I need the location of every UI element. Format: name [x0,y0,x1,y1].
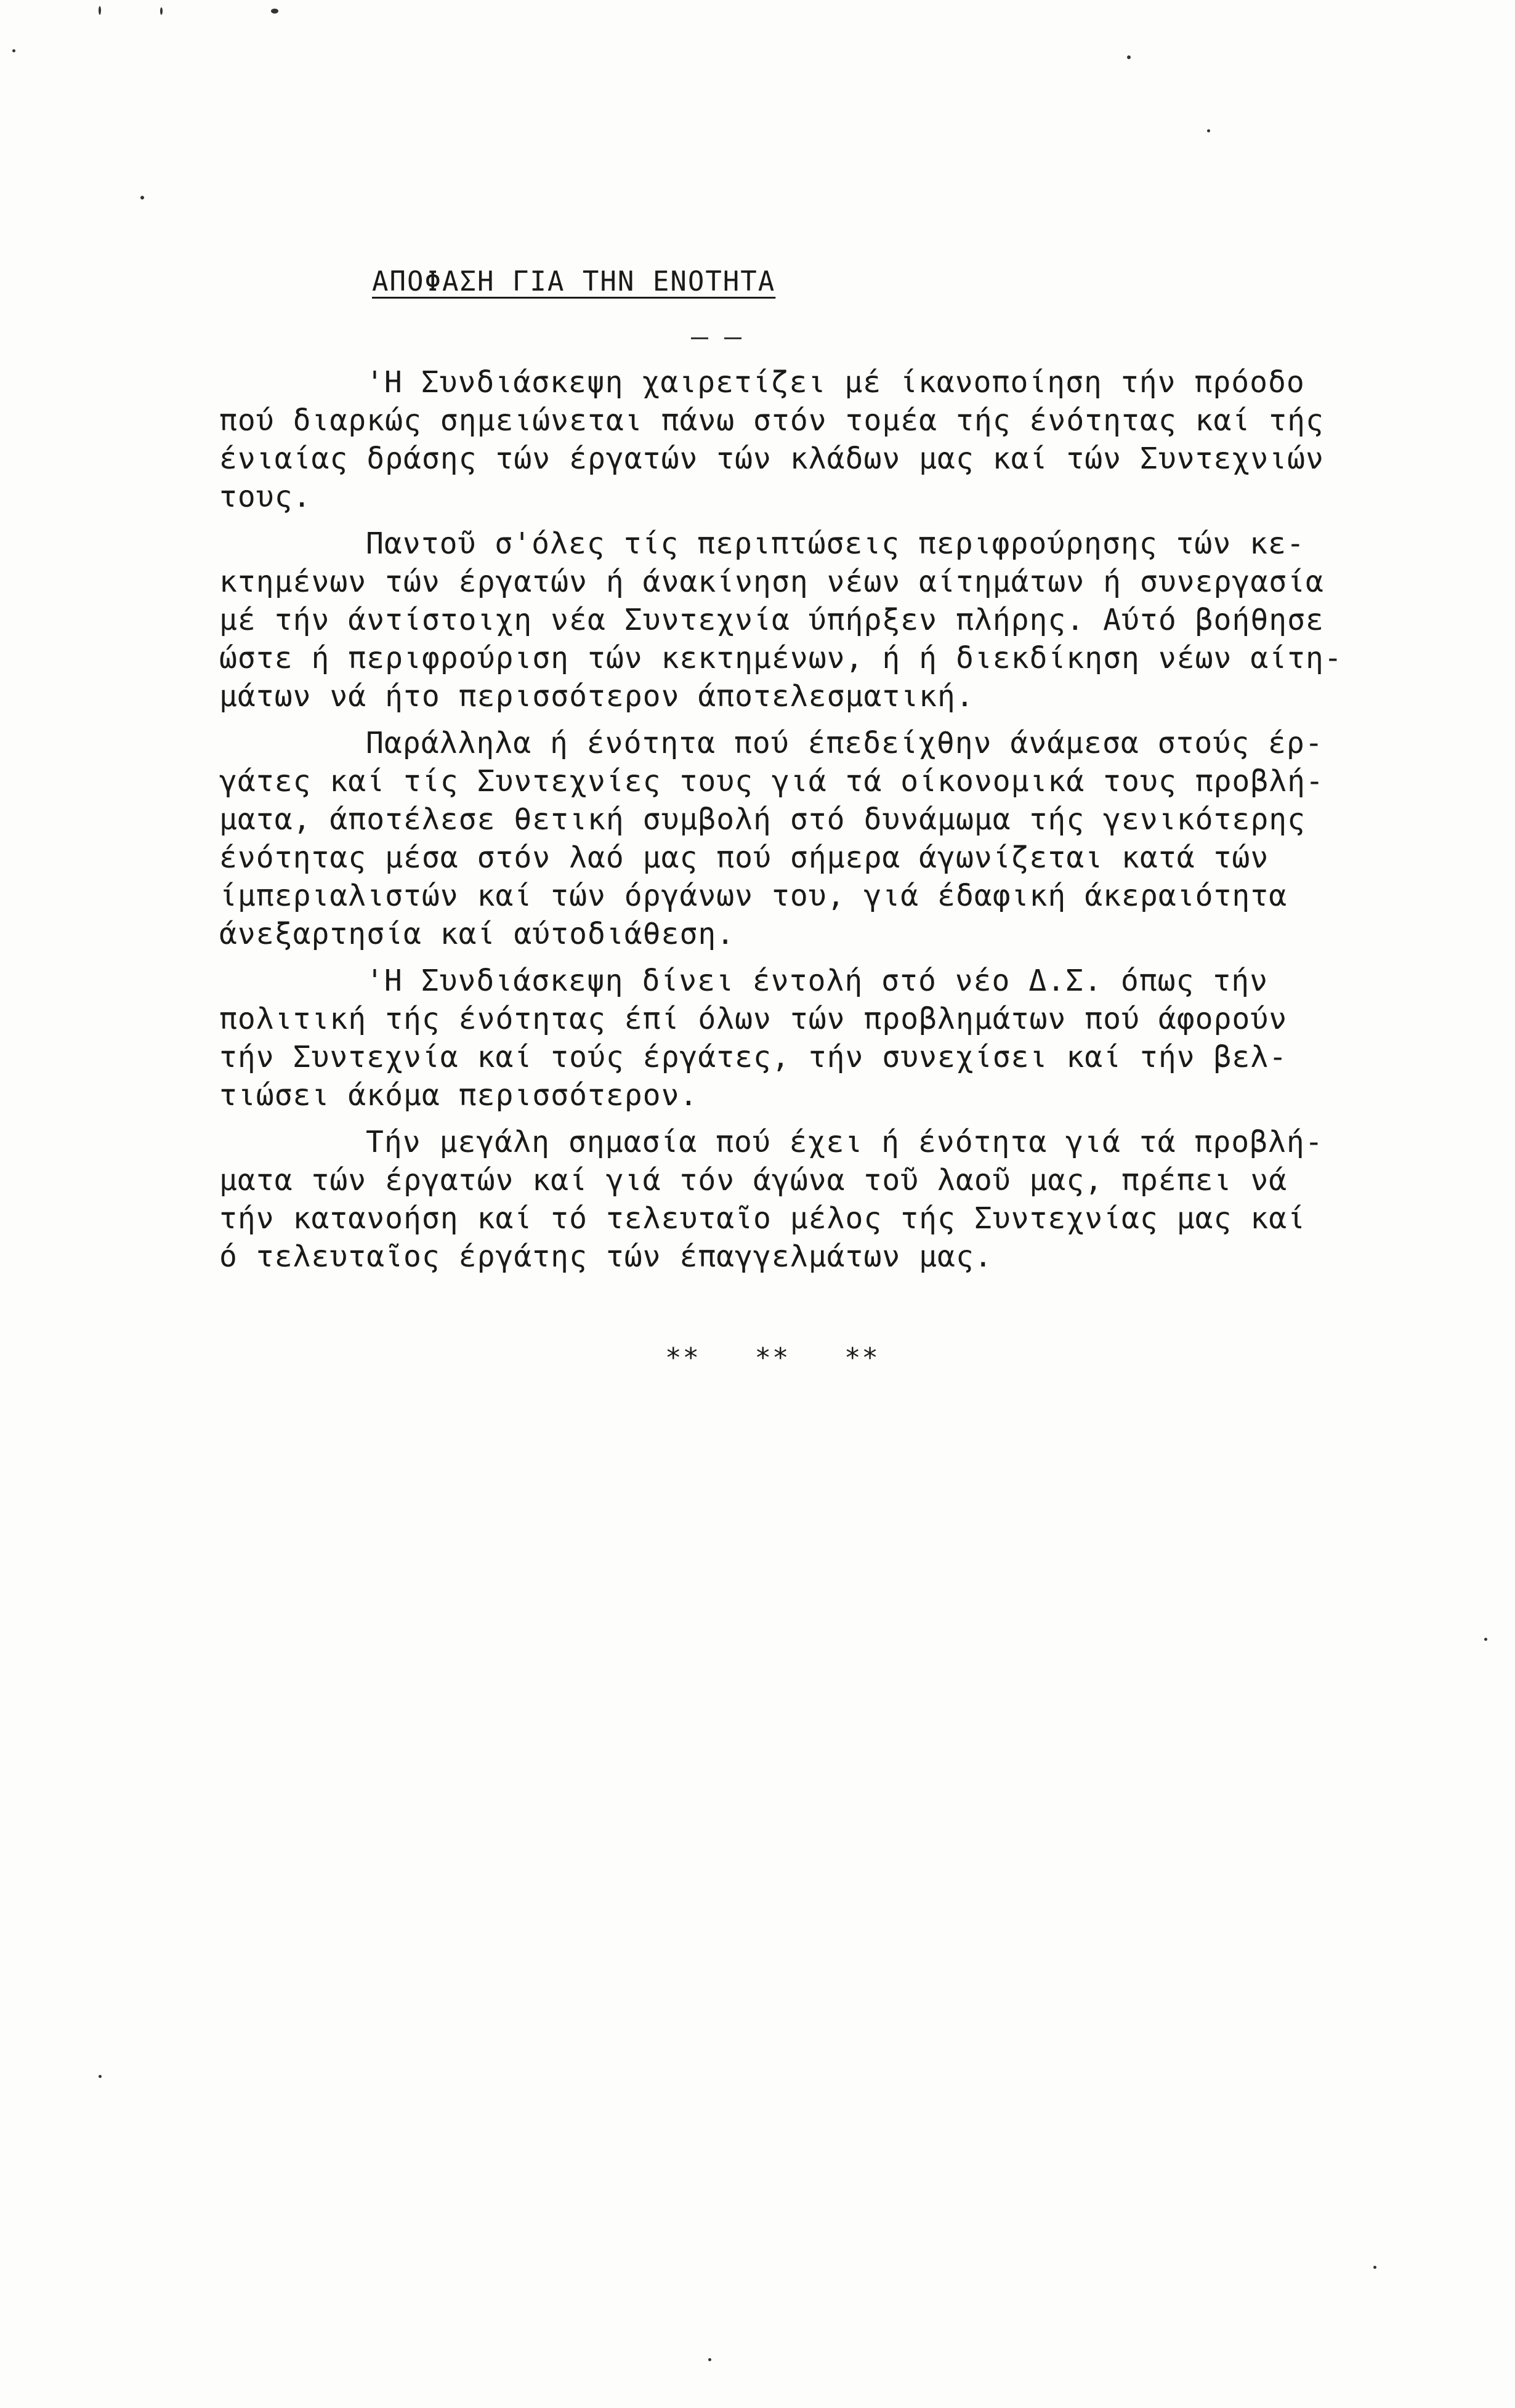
text-line: 'Η Συνδιάσκεψη χαιρετίζει μέ ίκανοποίηση τήν πρόοδο [366,365,1305,400]
title-dash-left [691,337,708,339]
text-line: μέ τήν άντίστοιχη νέα Συντεχνία ύπήρξεν πλήρης. Αύτό βοήθησε [219,603,1324,637]
text-line: 'Η Συνδιάσκεψη δίνει έντολή στό νέο Δ.Σ. όπως τήν [366,964,1269,998]
title-dash-right [724,337,741,339]
scan-speck [160,7,163,15]
scan-speck [1484,1638,1487,1641]
text-line: ένότητας μέσα στόν λαό μας πού σήμερα άγωνίζεται κατά τών [219,840,1269,875]
scan-speck [271,9,278,14]
scan-speck [708,2358,711,2361]
text-line: ίμπεριαλιστών καί τών όργάνων του, γιά έδαφική άκεραιότητα [219,879,1288,913]
paragraph-mandate [219,962,1334,1114]
text-line: ώστε ή περιφρούριση τών κεκτημένων, ή ή διεκδίκηση νέων αίτη- [219,641,1343,675]
text-line: Παράλληλα ή ένότητα πού έπεδείχθην άνάμεσα στούς έρ- [366,726,1323,760]
document-title: ΑΠΟΦΑΣΗ ΓΙΑ ΤΗΝ ΕΝΟΤΗΤΑ [372,266,776,297]
paragraph-greeting [219,363,1334,516]
text-line: τους. [219,480,312,514]
text-line: ματα, άποτέλεσε θετική συμβολή στό δυνάμωμα τής γενικότερης [219,802,1306,837]
text-line: τήν κατανοήση καί τό τελευταῖο μέλος τής Συντεχνίας μας καί [219,1201,1306,1236]
text-line: μάτων νά ήτο περισσότερον άποτελεσματική. [219,679,974,714]
scan-speck [1373,2266,1376,2269]
scan-speck [140,196,144,199]
text-line: ό τελευταῖος έργάτης τών έπαγγελμάτων μας. [219,1239,993,1274]
text-line: ένιαίας δράσης τών έργατών τών κλάδων μας καί τών Συντεχνιών [219,441,1324,476]
text-line: Τήν μεγάλη σημασία πού έχει ή ένότητα γιά τά προβλή- [366,1125,1323,1159]
paragraph-protection [219,525,1343,715]
text-line: πολιτική τής ένότητας έπί όλων τών προβλημάτων πού άφορούν [219,1002,1288,1036]
paragraph-significance [219,1123,1334,1276]
text-line: ματα τών έργατών καί γιά τόν άγώνα τοῦ λαοῦ μας, πρέπει νά [219,1163,1288,1198]
scan-speck [99,2075,102,2078]
scan-speck [99,6,101,15]
scan-speck [1127,55,1131,59]
text-line: τιώσει άκόμα περισσότερον. [219,1078,698,1113]
text-line: πού διαρκώς σημειώνεται πάνω στόν τομέα τής ένότητας καί τής [219,403,1324,438]
text-line: κτημένων τών έργατών ή άνακίνηση νέων αίτημάτων ή συνεργασία [219,565,1324,599]
text-line: γάτες καί τίς Συντεχνίες τους γιά τά οίκονομικά τους προβλή- [219,764,1324,799]
document-body [219,363,1343,1284]
text-line: Παντοῦ σ'όλες τίς περιπτώσεις περιφρούρησης τών κε- [366,526,1305,561]
closing-marks: ** ** ** [665,1342,879,1374]
scan-speck [1207,129,1210,132]
paragraph-parallel [219,724,1334,953]
scan-speck [12,49,15,52]
text-line: τήν Συντεχνία καί τούς έργάτες, τήν συνεχίσει καί τήν βελ- [219,1040,1288,1074]
text-line: άνεξαρτησία καί αύτοδιάθεση. [219,917,735,951]
